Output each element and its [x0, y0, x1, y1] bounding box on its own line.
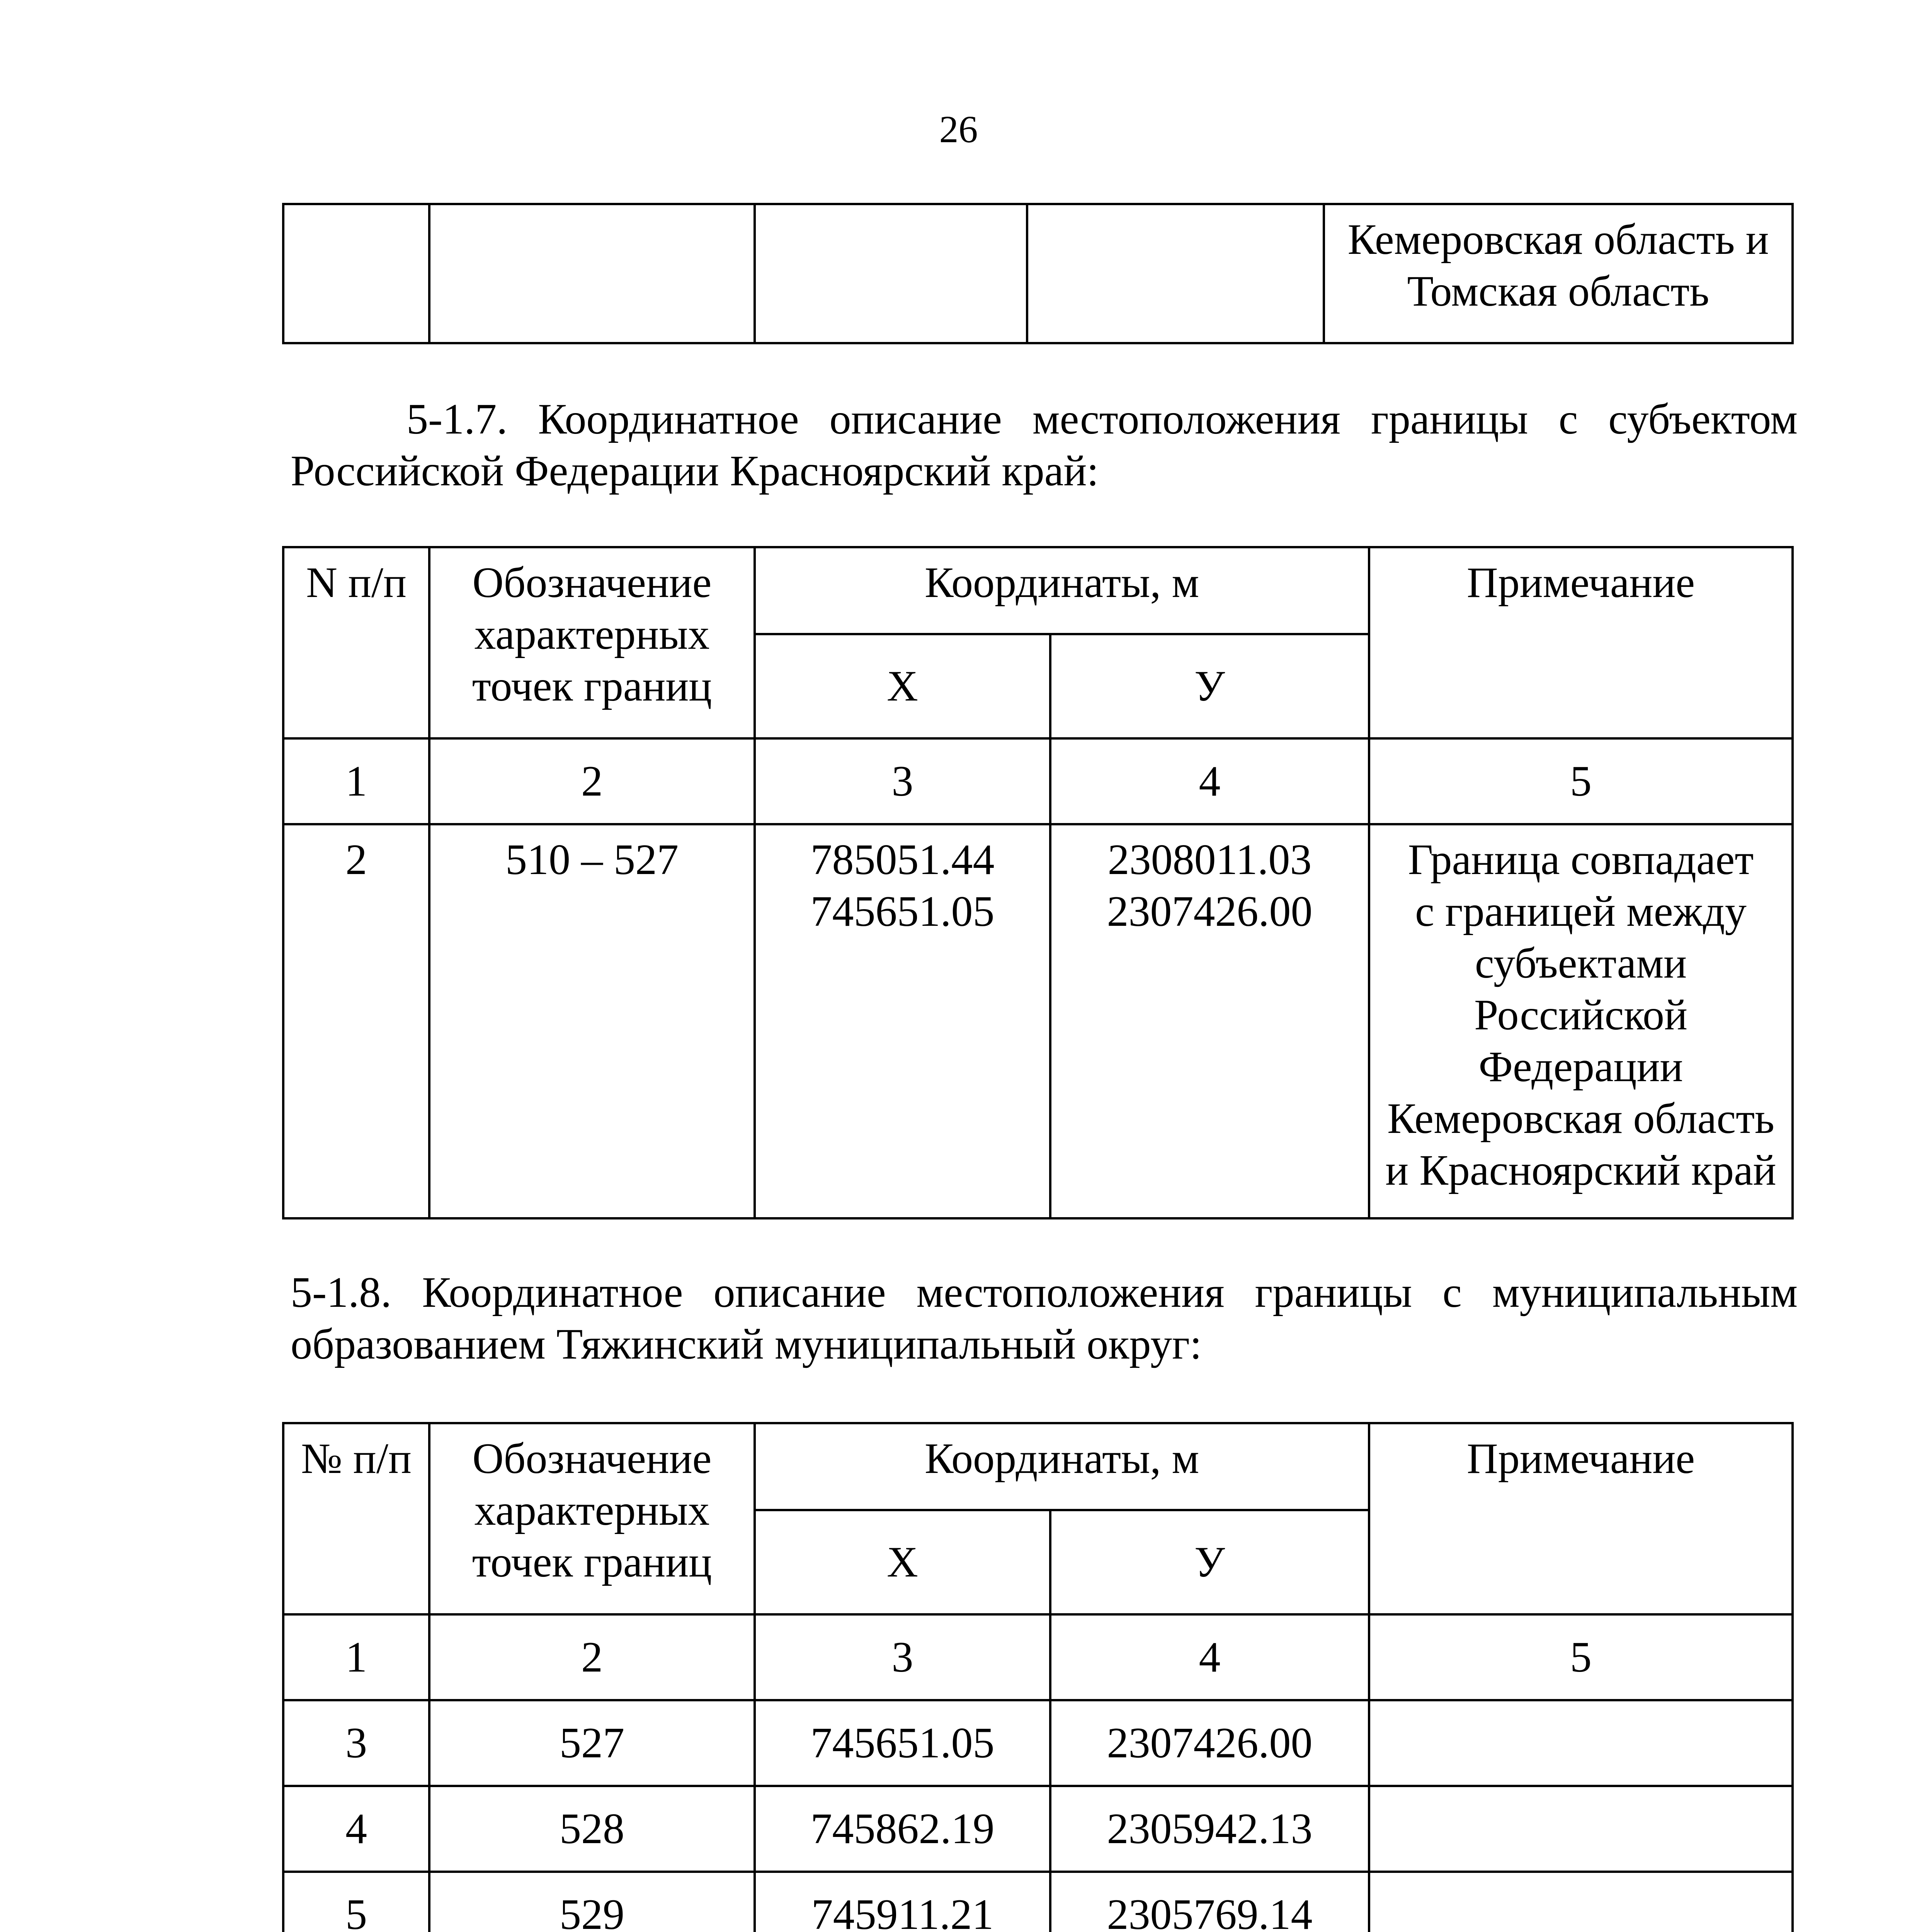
- table-row: [283, 1700, 1793, 1786]
- table-cell-num: [283, 204, 429, 343]
- table-cell-note: [1369, 1700, 1793, 1786]
- table-cell-note: [1369, 1872, 1793, 1932]
- table-cell-x: [755, 204, 1027, 343]
- index-cell: 4: [1050, 738, 1369, 824]
- table-cell-y: 2308011.03 2307426.00: [1050, 824, 1369, 1218]
- table-cell-y: 2305942.13: [1050, 1786, 1369, 1872]
- table-cell-y: 2307426.00: [1050, 1700, 1369, 1786]
- index-cell: 1: [283, 1614, 429, 1700]
- table-cell-point: [429, 204, 755, 343]
- header-designation: Обозначение характерных точек границ: [429, 547, 755, 738]
- index-cell: 3: [755, 738, 1050, 824]
- header-num: N п/п: [283, 547, 429, 738]
- index-cell: 3: [755, 1614, 1050, 1700]
- table-cell-num: 3: [283, 1700, 429, 1786]
- header-y: У: [1050, 1510, 1369, 1614]
- table-row: [283, 204, 1793, 343]
- continuation-table: [282, 203, 1794, 344]
- header-num: № п/п: [283, 1423, 429, 1614]
- table-cell-x: 785051.44 745651.05: [755, 824, 1050, 1218]
- header-x: Х: [755, 1510, 1050, 1614]
- section-text-line: образованием Тяжинский муниципальный округ:: [291, 1320, 1202, 1368]
- page-number: 26: [939, 108, 978, 151]
- table-row: [283, 1786, 1793, 1872]
- table-cell-x: 745862.19: [755, 1786, 1050, 1872]
- index-cell: 5: [1369, 738, 1793, 824]
- table-index-row: [283, 1614, 1793, 1700]
- table-cell-point: 527: [429, 1700, 755, 1786]
- header-x: Х: [755, 634, 1050, 738]
- table-cell-x: 745911.21: [755, 1872, 1050, 1932]
- section-heading-5-1-7: [291, 393, 1798, 497]
- table-row: [283, 1872, 1793, 1932]
- section-text-line: Российской Федерации Красноярский край:: [291, 447, 1099, 495]
- table-cell-point: 528: [429, 1786, 755, 1872]
- index-cell: 2: [429, 1614, 755, 1700]
- header-coordinates: Координаты, м: [755, 1423, 1369, 1510]
- table-cell-num: 5: [283, 1872, 429, 1932]
- index-cell: 1: [283, 738, 429, 824]
- table-cell-point: 510 – 527: [429, 824, 755, 1218]
- header-designation: Обозначение характерных точек границ: [429, 1423, 755, 1614]
- table-cell-note: [1369, 1786, 1793, 1872]
- section-heading-5-1-8: [291, 1267, 1798, 1370]
- index-cell: 5: [1369, 1614, 1793, 1700]
- coordinates-table-krasnoyarsk: [282, 546, 1794, 1219]
- table-cell-point: 529: [429, 1872, 755, 1932]
- section-text-line: 5-1.7. Координатное описание местоположения границы с субъектом: [407, 395, 1798, 443]
- table-cell-x: 745651.05: [755, 1700, 1050, 1786]
- index-cell: 2: [429, 738, 755, 824]
- header-note: Примечание: [1369, 1423, 1793, 1614]
- section-text-line: 5-1.8. Координатное описание местоположения границы с муниципальным: [291, 1269, 1798, 1316]
- header-coordinates: Координаты, м: [755, 547, 1369, 634]
- table-cell-y: 2305769.14: [1050, 1872, 1369, 1932]
- header-y: У: [1050, 634, 1369, 738]
- coordinates-table-tyazhinsky: [282, 1422, 1794, 1932]
- index-cell: 4: [1050, 1614, 1369, 1700]
- table-cell-num: 2: [283, 824, 429, 1218]
- table-cell-note: Кемеровская область и Томская область: [1324, 204, 1793, 343]
- table-cell-num: 4: [283, 1786, 429, 1872]
- table-header-row: [283, 1423, 1793, 1510]
- table-index-row: [283, 738, 1793, 824]
- table-cell-note: Граница совпадает с границей между субъектами Российской Федерации Кемеровская область и Красноярский край: [1369, 824, 1793, 1218]
- table-cell-y: [1027, 204, 1324, 343]
- table-row: [283, 824, 1793, 1218]
- table-header-row: [283, 547, 1793, 634]
- header-note: Примечание: [1369, 547, 1793, 738]
